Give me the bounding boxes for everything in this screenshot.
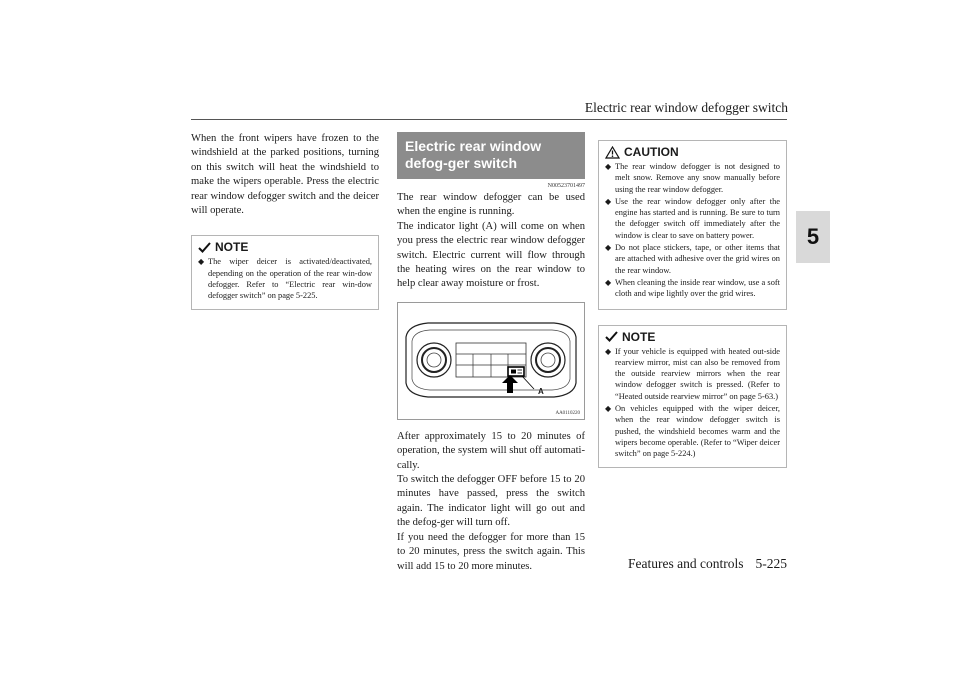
note-item [605,403,780,459]
note-item-text: The wiper deicer is activated/deactivated, depending on the operation of the rear win-dow defogger. Refer to “Electric rear win-dow defogger switch” on page 5-225. [208,257,372,301]
control-panel-figure [397,302,585,420]
bullet-icon: ◆ [198,257,205,267]
note-item-text: If your vehicle is equipped with heated out-side rearview mirror, mist can also be removed from the outside rearview mirrors when the rear window defogger switch is pressed. (Refer to “Heated outside rearview mirror” on page 5-63.) [615,346,780,401]
callout-label-a: A [538,386,544,396]
note-list-left [192,256,378,308]
paragraph-1: The rear window defogger can be used when the engine is running. [397,192,585,218]
caution-item-text: The rear window defogger is not designed to melt snow. Remove any snow manually before using the rear window defogger. [615,162,780,194]
check-mark-icon [605,331,618,342]
bullet-icon: ◆ [605,162,612,171]
paragraph-2: The indicator light (A) will come on when you press the electric rear window defogger switch. Electric current will flow through the heating wires on the rear window to help clear away moisture or frost. [397,220,585,290]
note-item [198,256,372,301]
caution-item [605,277,780,300]
page-footer [628,556,787,572]
note-label: NOTE [215,240,249,255]
paragraph-5: If you need the defogger for more than 15 to 20 minutes, press the switch again. This will add 15 to 20 more minutes. [397,531,585,572]
check-mark-icon [198,242,211,253]
column-middle [397,132,585,574]
caution-item-text: Use the rear window defogger only after the engine has started and is running. Be sure to turn the defogger switch off immediately after the window is clear to save on battery power. [615,196,780,240]
caution-header [599,141,786,161]
reference-code: N00523701497 [547,183,585,189]
caution-list [599,161,786,307]
column-right [598,140,787,468]
caution-item-text: Do not place stickers, tape, or other items that are attached with adhesive over the grid wires on the rear window. [615,243,780,275]
warning-triangle-icon [605,146,620,159]
note-item [605,346,780,402]
page-header-title: Electric rear window defogger switch [584,100,788,115]
caution-box [598,140,787,310]
caution-item [605,242,780,276]
paragraph-3: After approximately 15 to 20 minutes of operation, the system will shut off automati-cally. [397,430,585,471]
note-label: NOTE [622,329,656,344]
note-header [599,326,786,346]
column-left [191,132,379,310]
caution-item-text: When cleaning the inside rear window, use a soft cloth and wipe lightly over the grid wires. [615,277,780,299]
bullet-icon: ◆ [605,346,612,356]
paragraph-4: To switch the defogger OFF before 15 to 20 minutes have passed, press the switch again. The indicator light will go out and the defog-ger will turn off. [397,474,585,529]
bullet-icon: ◆ [605,404,612,414]
section-title: Electric rear window defog-ger switch [397,132,585,179]
note-box-right [598,325,787,468]
header-rule [191,119,787,120]
bullet-icon: ◆ [605,243,612,253]
note-item-text: On vehicles equipped with the wiper deicer, when the rear window defogger switch is pushed, the windshield becomes warm and the wipers become operable. (Refer to “Wiper deicer switch” on page 5-224.) [615,404,780,459]
chapter-tab[interactable]: 5 [796,211,830,263]
page-number: 5-225 [755,556,787,571]
paragraph-intro: When the front wipers have frozen to the windshield at the parked positions, turning on this switch will heat the windshield to make the wipers operable. Press the electric rear window defogger switch and the deicer will operate. [191,133,379,217]
note-box-left [191,235,379,309]
control-panel-illustration [398,303,584,419]
note-list-right [599,346,786,467]
bullet-icon: ◆ [605,196,612,206]
figure-id: AA0110220 [555,410,580,416]
caution-label: CAUTION [624,145,679,159]
caution-item [605,196,780,241]
bullet-icon: ◆ [605,277,612,287]
note-header [192,236,378,256]
footer-section: Features and controls [628,556,744,571]
caution-item [605,161,780,195]
